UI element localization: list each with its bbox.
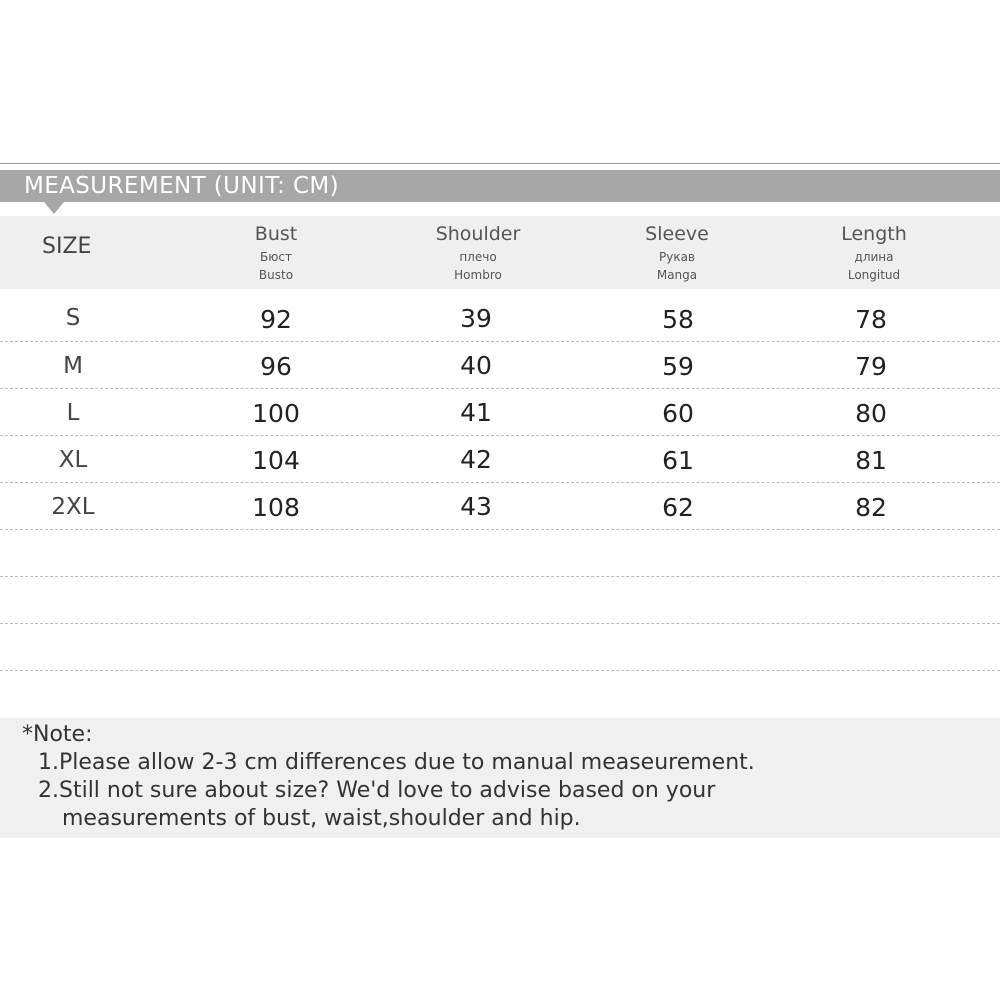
column-label-ru: Рукав: [658, 250, 695, 264]
column-label-ru: длина: [854, 250, 894, 264]
bust-cell: 92: [260, 305, 292, 334]
note-line-3: measurements of bust, waist,shoulder and hip.: [62, 806, 581, 831]
column-label-ru: Бюст: [260, 250, 292, 264]
length-cell: 80: [855, 399, 887, 428]
row-divider: [0, 341, 1000, 342]
length-cell: 79: [855, 352, 887, 381]
bust-column-header: [176, 222, 376, 285]
size-cell: XL: [58, 447, 88, 473]
column-label-es: Longitud: [847, 268, 901, 282]
bust-cell: 104: [252, 446, 300, 475]
shoulder-cell: 40: [460, 351, 492, 380]
banner-pointer-icon: [44, 202, 64, 214]
column-label-en: Shoulder: [435, 223, 521, 245]
size-cell: L: [66, 400, 80, 426]
sleeve-column-header: [577, 222, 777, 285]
note-line-1: 1.Please allow 2-3 cm differences due to manual measeurement.: [38, 750, 755, 775]
row-divider: [0, 388, 1000, 389]
row-divider: [0, 435, 1000, 436]
sleeve-cell: 59: [662, 352, 694, 381]
shoulder-cell: 41: [460, 398, 492, 427]
bust-cell: 108: [252, 493, 300, 522]
shoulder-cell: 43: [460, 492, 492, 521]
bust-cell: 96: [260, 352, 292, 381]
column-label-en: Bust: [254, 223, 298, 245]
column-label-ru: плечо: [459, 250, 497, 264]
column-label-es: Busto: [258, 268, 294, 282]
length-cell: 82: [855, 493, 887, 522]
top-divider: [0, 163, 1000, 164]
row-divider: [0, 529, 1000, 530]
column-label-en: Sleeve: [645, 223, 709, 245]
shoulder-column-header: [378, 222, 578, 285]
sleeve-cell: 62: [662, 493, 694, 522]
length-column-header: [774, 222, 974, 285]
column-label-es: Manga: [656, 268, 698, 282]
column-label-en: Length: [841, 223, 907, 245]
sleeve-cell: 60: [662, 399, 694, 428]
length-cell: 78: [855, 305, 887, 334]
bust-cell: 100: [252, 399, 300, 428]
row-divider: [0, 482, 1000, 483]
banner-title: MEASUREMENT (UNIT: CM): [24, 173, 340, 199]
row-divider: [0, 576, 1000, 577]
shoulder-cell: 39: [460, 304, 492, 333]
shoulder-cell: 42: [460, 445, 492, 474]
size-column-header: SIZE: [42, 234, 92, 259]
sleeve-cell: 58: [662, 305, 694, 334]
row-divider: [0, 670, 1000, 671]
column-label-es: Hombro: [454, 268, 502, 282]
measurement-banner: [0, 170, 1000, 202]
note-line-2: 2.Still not sure about size? We'd love to advise based on your: [38, 778, 716, 803]
row-divider: [0, 623, 1000, 624]
note-title: *Note:: [22, 722, 93, 747]
sleeve-cell: 61: [662, 446, 694, 475]
length-cell: 81: [855, 446, 887, 475]
size-cell: M: [63, 353, 83, 379]
size-cell: S: [65, 305, 81, 331]
size-cell: 2XL: [51, 494, 95, 520]
